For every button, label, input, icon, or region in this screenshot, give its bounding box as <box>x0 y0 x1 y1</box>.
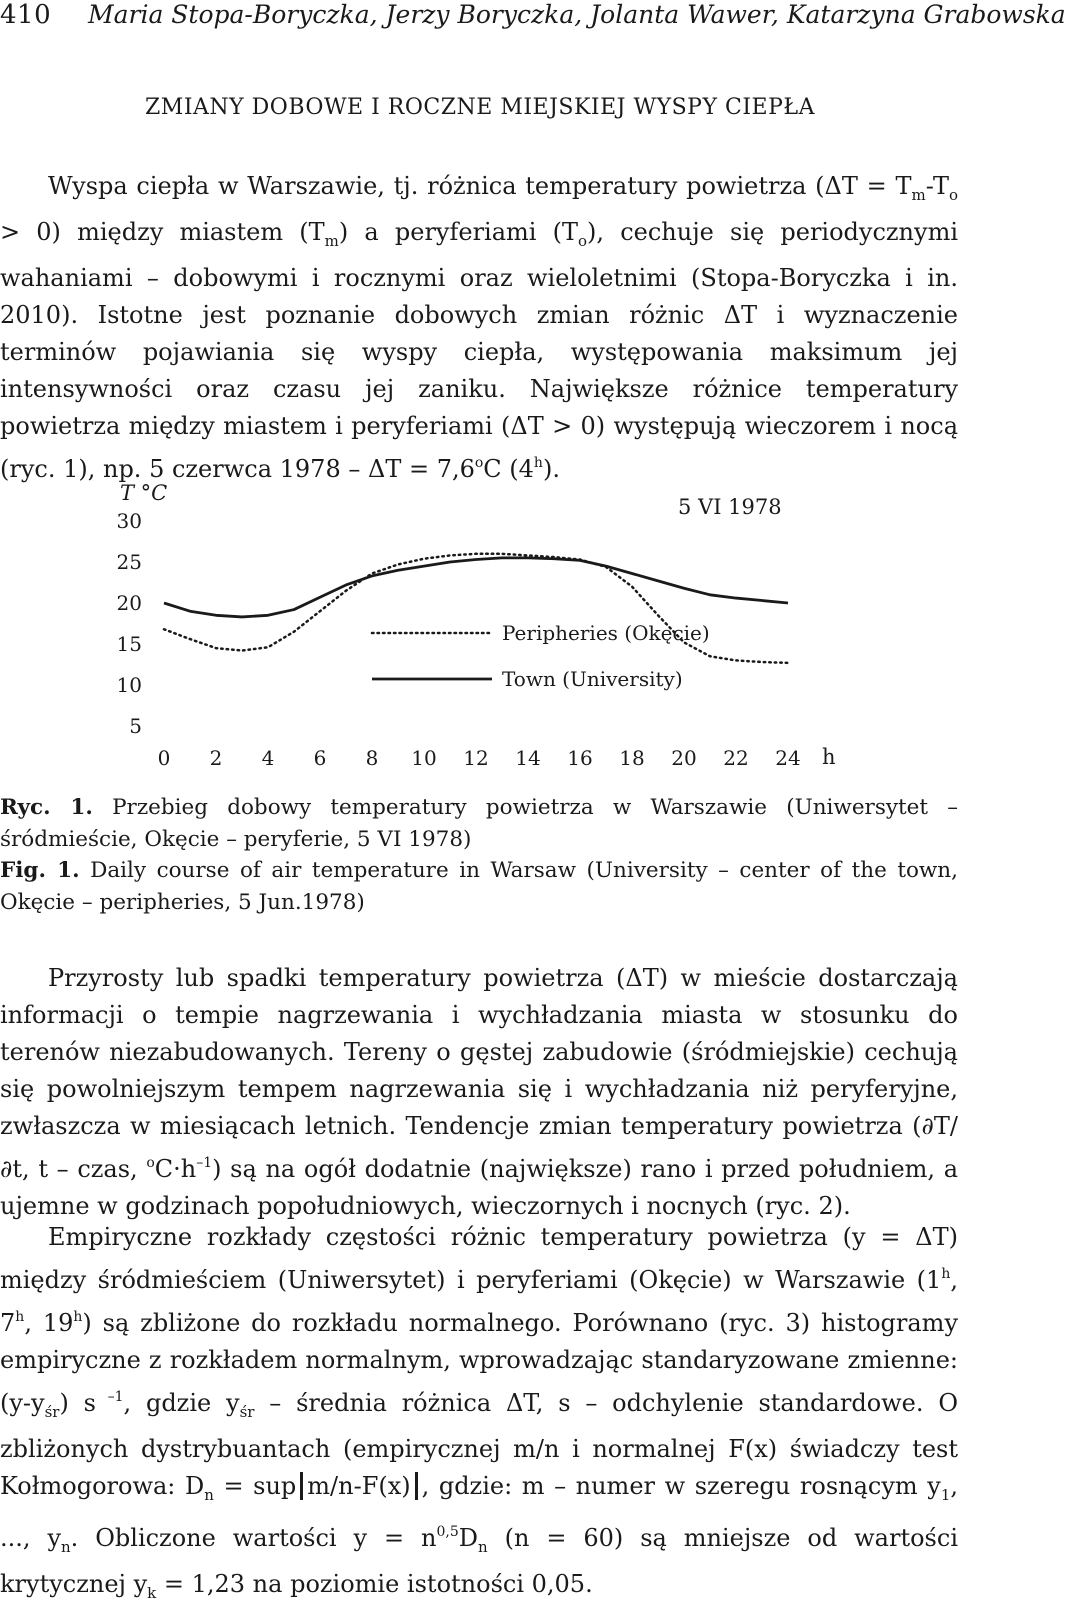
paragraph-1: Wyspa ciepła w Warszawie, tj. różnica temperatury powietrza $(\Delta T = T_m-T_o > 0)$ między miastem $(T_m)$ a peryferiami $(T_o)$, cechuje się periodycznymi wahaniami – dobowymi i rocznymi oraz wieloletnimi (Stopa-Boryczka i in. 2010). Istotne jest poznanie dobowych zmian różnic ΔT i wyznaczenie terminów pojawiania się wyspy ciepła, występowania maksimum jej intensywności oraz czasu jej zaniku. Największe różnice temperatury powietrza między miastem i peryferiami (ΔT > 0) występują wieczorem i nocą (ryc. 1), np. 5 czerwca $1978 - \Delta T = 7,6^oC$ (4$^h$). <box>0 172 958 483</box>
series-line-peripheries <box>164 554 788 663</box>
x-tick-labels <box>158 746 801 770</box>
y-axis-label: T °C <box>120 481 168 505</box>
x-tick-label: 18 <box>619 746 645 770</box>
x-tick-label: 0 <box>157 746 171 770</box>
caption-polish: Ryc. 1. Przebieg dobowy temperatury powietrza w Warszawie (Uniwersytet – śródmieście, Okęcie – peryferie, 5 VI 1978) <box>0 795 958 852</box>
y-tick-label: 15 <box>116 632 142 656</box>
paragraph-2: Przyrosty lub spadki temperatury powietrza (ΔT) w mieście dostarczają informacji o tempie nagrzewania i wychładzania miasta w stosunku do terenów niezabudowanych. Tereny o gęstej zabudowie (śródmiejskie) cechują się powolniejszym tempem nagrzewania się i wychładzania niż peryferyjne, zwłaszcza w miesiącach letnich. Tendencje zmian temperatury powietrza (∂T/∂t, t – czas, $^oC\cdot h^{-1}$) są na ogół dodatnie (największe) rano i przed południem, a ujemne w godzinach popołudniowych, wieczornych i nocnych (ryc. 2). <box>0 964 959 1220</box>
x-tick-label: 2 <box>209 746 223 770</box>
running-header-authors: Maria Stopa-Boryczka, Jerzy Boryczka, Jolanta Wawer, Katarzyna Grabowska <box>88 0 1066 29</box>
section-title: ZMIANY DOBOWE I ROCZNE MIEJSKIEJ WYSPY CIEPŁA <box>145 95 815 120</box>
legend-label-town: Town (University) <box>502 667 683 691</box>
series-lines <box>164 554 788 663</box>
y-tick-label: 30 <box>116 509 142 533</box>
y-tick-label: 10 <box>116 673 142 697</box>
x-tick-label: 10 <box>411 746 437 770</box>
paragraph-3: Empiryczne rozkłady częstości różnic temperatury powietrza (y = ΔT) między śródmieściem (Uniwersytet) i peryferiami (Okęcie) w Warszawie (1$^h$, 7$^h$, 19$^h$) są zbliżone do rozkładu normalnego. Porównano (ryc. 3) histogramy empiryczne z rozkładem normalnym, wprowadzając standaryzowane zmienne: $(y-y_{śr})$ s $^{-1}$, gdzie $y_{śr}$ – średnia różnica ΔT, s – odchylenie standardowe. O zbliżonych dystrybuantach (empirycznej m/n i normalnej F(x) świadczy test Kołmogorowa: $D_n$ = sup m/n-F(x) , gdzie: m – numer w szeregu rosnącym $y_1$, ..., $y_n$. Obliczone wartości $y = n^{0,5}D_n$ (n = 60) są mniejsze od wartości krytycznej $y_k = 1,23$ na poziomie istotności 0,05. <box>0 1223 959 1602</box>
y-tick-label: 25 <box>116 550 142 574</box>
caption-english: Fig. 1. Daily course of air temperature in Warsaw (University – center of the town, Okęcie – peripheries, 5 Jun.1978) <box>0 858 958 915</box>
y-tick-labels <box>117 509 142 738</box>
page-number: 410 <box>0 0 52 30</box>
chart-title: 5 VI 1978 <box>678 495 782 519</box>
x-tick-label: 24 <box>775 746 801 770</box>
abs-bar-right <box>415 1472 418 1500</box>
legend <box>372 621 710 691</box>
abs-bar-left <box>300 1472 303 1500</box>
x-axis-label: h <box>822 745 836 769</box>
x-tick-label: 6 <box>313 746 327 770</box>
legend-label-peripheries: Peripheries (Okęcie) <box>502 621 710 645</box>
x-tick-label: 14 <box>515 746 541 770</box>
x-tick-label: 8 <box>365 746 379 770</box>
x-tick-label: 16 <box>567 746 593 770</box>
y-tick-label: 20 <box>116 591 142 615</box>
figure-caption <box>0 792 958 918</box>
x-tick-label: 22 <box>723 746 749 770</box>
temperature-chart <box>100 478 840 778</box>
series-line-town <box>164 558 788 617</box>
x-tick-label: 4 <box>261 746 275 770</box>
x-tick-label: 20 <box>671 746 697 770</box>
x-tick-label: 12 <box>463 746 489 770</box>
y-tick-label: 5 <box>129 714 142 738</box>
